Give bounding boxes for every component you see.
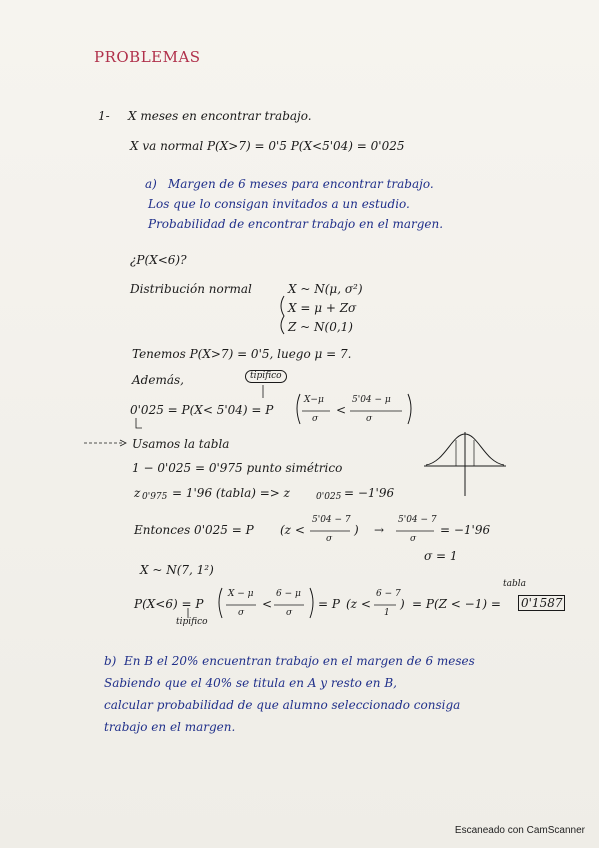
entonces-arrow: → <box>374 523 385 537</box>
entonces-z-lt: (z < <box>280 523 305 537</box>
entonces-res-val: = −1'96 <box>440 523 491 537</box>
part-a-line1: Margen de 6 meses para encontrar trabajo. <box>168 177 434 191</box>
eq1-left: 0'025 = P(X< 5'04) = P <box>130 403 274 417</box>
final-open-paren <box>219 588 222 618</box>
final-frac2-den: σ <box>286 608 293 618</box>
entonces-frac-den: σ <box>326 534 333 544</box>
tenemos-line: Tenemos P(X>7) = 0'5, luego μ = 7. <box>132 347 352 361</box>
eq1-open-paren <box>297 394 300 424</box>
part-b-line2: Sabiendo que el 40% se titula en A y resto en B, <box>104 676 397 690</box>
distribution-label: Distribución normal <box>130 282 252 296</box>
part-a-label: a) <box>145 177 157 191</box>
question: ¿P(X<6)? <box>130 253 187 267</box>
usamos-line: Usamos la tabla <box>132 437 230 451</box>
final-frac2-num: 6 − μ <box>276 589 301 599</box>
x-distribution: X ~ N(7, 1²) <box>140 563 214 577</box>
final-result: 0'1587 <box>518 595 565 611</box>
eq3-z1: z <box>134 486 141 500</box>
final-z-lt: (z < <box>346 597 371 611</box>
entonces-left: Entonces 0'025 = P <box>134 523 254 537</box>
final-right: = P(Z < −1) = <box>412 597 501 611</box>
final-close: ) <box>400 597 405 611</box>
eq1-close-paren <box>408 394 411 424</box>
entonces-res-den: σ <box>410 534 417 544</box>
entonces-close: ) <box>354 523 359 537</box>
part-a-line3: Probabilidad de encontrar trabajo en el margen. <box>148 217 444 231</box>
final-left: P(X<6) = P <box>134 597 204 611</box>
final-frac1-den: σ <box>238 608 245 618</box>
part-a-line2: Los que lo consigan invitados a un estudio. <box>148 197 410 211</box>
entonces-frac-num: 5'04 − 7 <box>312 515 351 525</box>
eq2-line: 1 − 0'025 = 0'975 punto simétrico <box>132 461 343 475</box>
final-frac3-den: 1 <box>384 608 390 618</box>
eq1-lt: < <box>336 403 347 417</box>
final-frac1-num: X − μ <box>228 589 254 599</box>
eq3-mid: = 1'96 (tabla) => z <box>172 486 290 500</box>
part-b-line1: En B el 20% encuentran trabajo en el margen de 6 meses <box>124 654 475 668</box>
scanner-watermark: Escaneado con CamScanner <box>454 825 585 836</box>
final-mid: = P <box>318 597 340 611</box>
final-lt1: < <box>262 597 273 611</box>
eq1-frac2-num: 5'04 − μ <box>352 395 391 405</box>
distribution-def: X ~ N(μ, σ²) <box>288 282 363 296</box>
final-close-paren <box>310 588 313 618</box>
tabla-note: tabla <box>503 579 526 589</box>
eq1-frac2-den: σ <box>366 414 373 424</box>
tipifico-note: tipifico <box>245 370 287 383</box>
distribution-brace <box>281 296 284 334</box>
part-b-label: b) <box>104 654 117 668</box>
eq3-right: = −1'96 <box>344 486 395 500</box>
problem-statement: X meses en encontrar trabajo. <box>128 109 312 123</box>
entonces-res-num: 5'04 − 7 <box>398 515 437 525</box>
final-frac3-num: 6 − 7 <box>376 589 401 599</box>
hook-arrow <box>136 418 142 428</box>
distribution-standard: Z ~ N(0,1) <box>288 320 353 334</box>
tipifico-note-2: tipifico <box>176 617 208 627</box>
sigma-result: σ = 1 <box>424 549 458 563</box>
part-b-line3: calcular probabilidad de que alumno seleccionado consiga <box>104 698 461 712</box>
part-b-line4: trabajo en el margen. <box>104 720 236 734</box>
problem-given: X va normal P(X>7) = 0'5 P(X<5'04) = 0'025 <box>130 139 405 153</box>
eq3-sub1: 0'975 <box>142 492 168 502</box>
ademas-label: Además, <box>132 373 184 387</box>
eq3-sub2: 0'025 <box>316 492 342 502</box>
problem-number: 1- <box>98 109 110 123</box>
eq1-frac1-den: σ <box>312 414 319 424</box>
eq1-frac1-num: X−μ <box>304 395 324 405</box>
page-title: PROBLEMAS <box>94 48 201 66</box>
distribution-transform: X = μ + Zσ <box>288 301 357 315</box>
